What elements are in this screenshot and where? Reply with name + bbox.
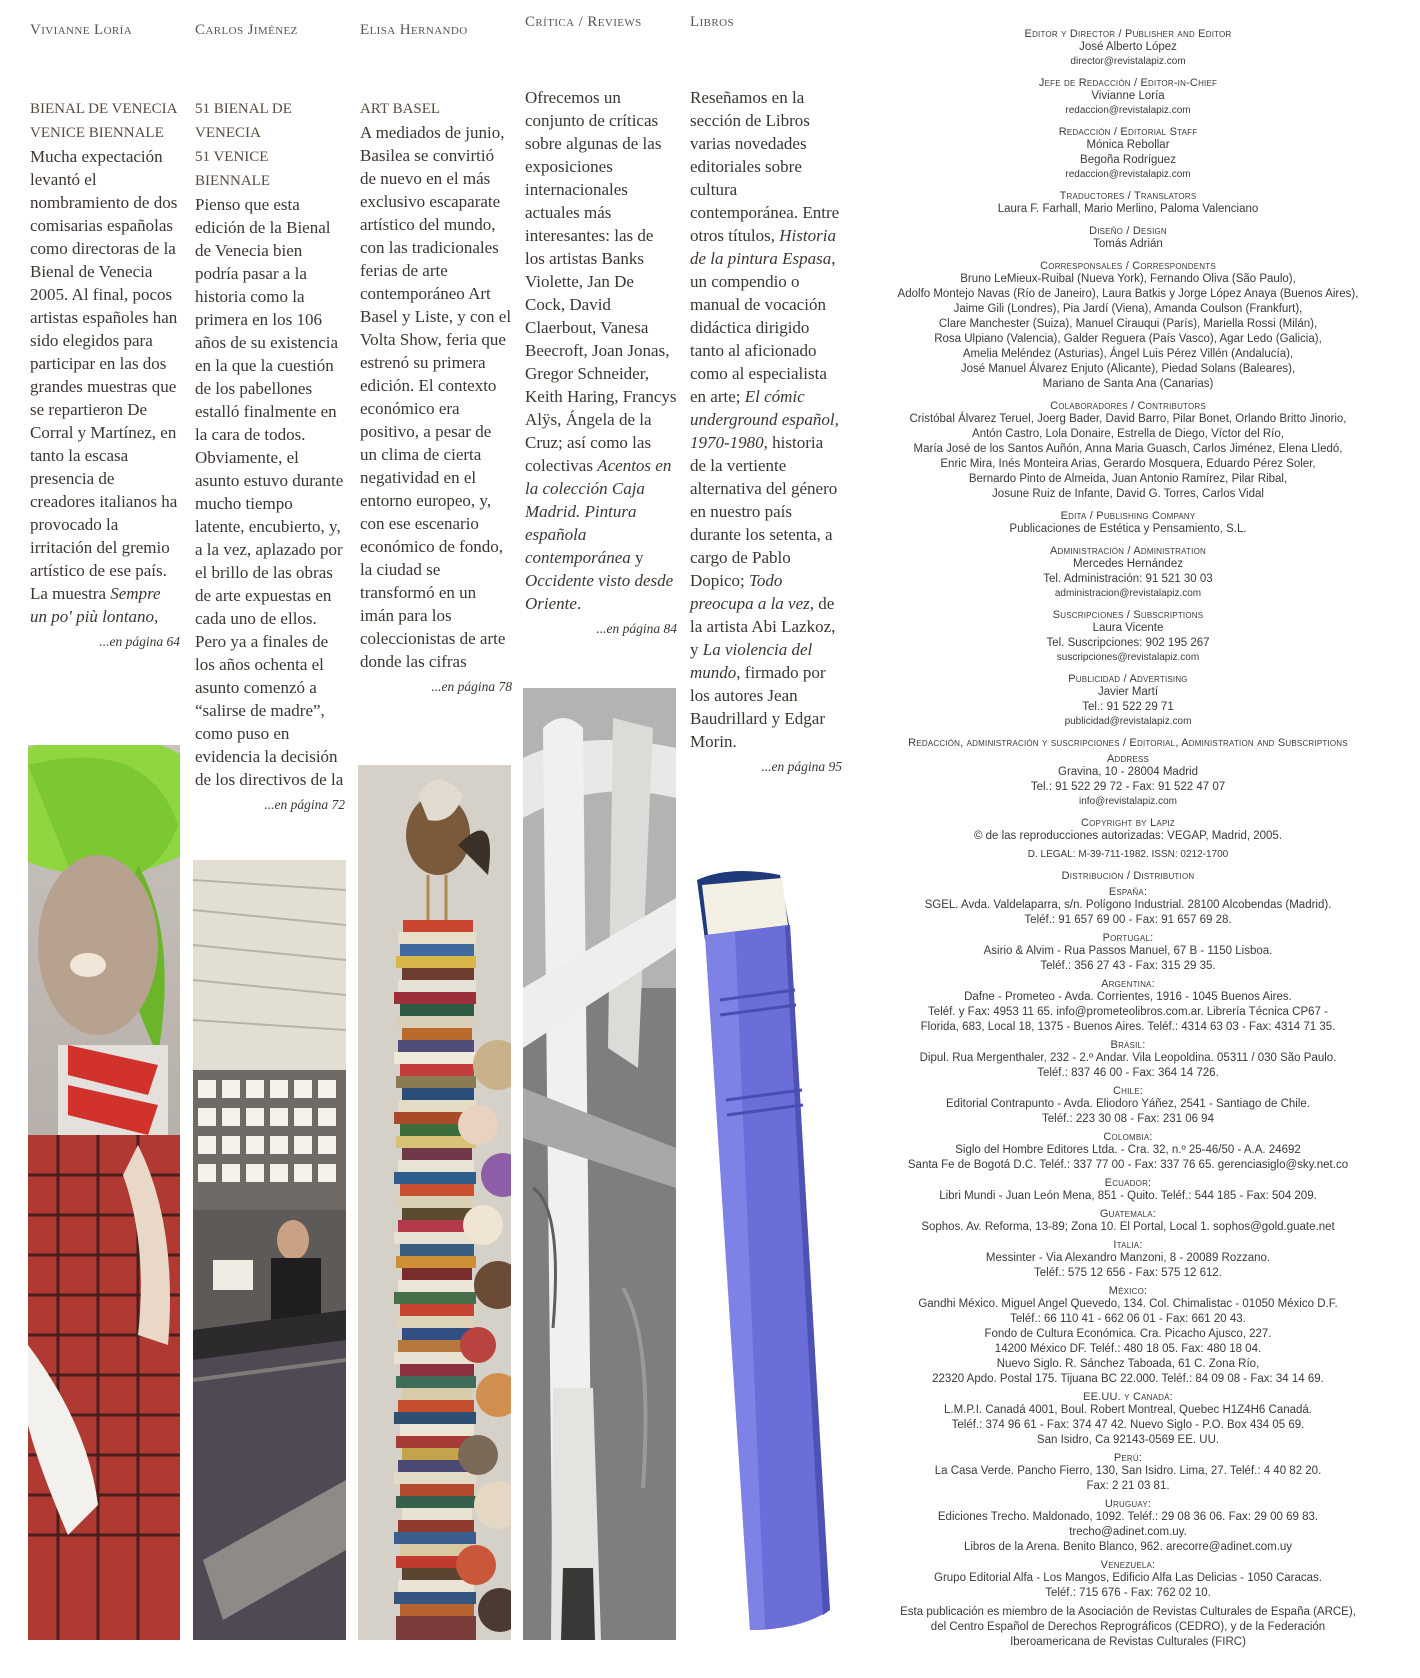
masthead-section: [878, 190, 1378, 217]
masthead-label: Distribución / Distribution: [1061, 870, 1195, 882]
masthead-line: Amelia Meléndez (Asturias), Ángel Luis Pérez Villén (Andalucía),: [962, 348, 1294, 360]
masthead-line: Jaime Gili (Londres), Pia Jardí (Viena), Amanda Coulson (Frankfurt),: [953, 303, 1303, 315]
masthead-line: Laura F. Farhall, Mario Merlino, Paloma Valenciano: [997, 203, 1259, 215]
masthead-line: Teléf.: 837 46 00 - Fax: 364 14 726.: [1037, 1067, 1219, 1079]
section-label: Libros: [690, 14, 734, 30]
masthead-section: [878, 260, 1378, 392]
masthead-line: Tel. Suscripciones: 902 195 267: [1046, 637, 1210, 649]
masthead-sublabel: Address: [1106, 753, 1150, 765]
masthead-label: Redacción / Editorial Staff: [1058, 126, 1198, 138]
masthead-line: Teléf.: 715 676 - Fax: 762 02 10.: [1045, 1587, 1211, 1599]
masthead-line: Libri Mundi - Juan León Mena, 851 - Quito. Teléf.: 544 185 - Fax: 504 209.: [939, 1190, 1317, 1202]
masthead-label: Argentina:: [1101, 978, 1155, 990]
masthead-line: Rosa Ulpiano (Valencia), Galder Reguera (País Vasco), Agar Ledo (Galicia),: [934, 333, 1322, 345]
masthead-line: María José de los Santos Auñón, Anna Maria Guasch, Carlos Jiménez, Elena Lledó,: [913, 443, 1343, 455]
masthead-label: Diseño / Design: [1089, 225, 1167, 237]
masthead-line: Teléf.: 223 30 08 - Fax: 231 06 94: [1042, 1113, 1214, 1125]
email-link[interactable]: suscripciones@revistalapiz.com: [1056, 652, 1200, 663]
section-subheading: 51 VENICE BIENNALE: [195, 149, 270, 189]
masthead-label: España:: [1108, 886, 1148, 898]
masthead-section: [878, 1601, 1378, 1650]
photo-books-rooster: [358, 765, 511, 1640]
masthead-line: Bernardo Pinto de Almeida, Juan Antonio Ramírez, Pilar Ribal,: [968, 473, 1288, 485]
photo-white-structure-image: [523, 688, 676, 1640]
photo-blue-book: [690, 870, 845, 1640]
photo-waiting-room: [193, 860, 346, 1640]
masthead-label: Corresponsales / Correspondents: [1040, 260, 1216, 272]
masthead-line: del Centro Español de Derechos Reprográficos (CEDRO), y de la Federación: [930, 1621, 1326, 1633]
masthead-line: Teléf.: 374 96 61 - Fax: 374 47 42. Nuevo Siglo - P.O. Box 434 05 69.: [951, 1419, 1305, 1431]
masthead-line: 22320 Apdo. Postal 175. Tijuana BC 22.000. Teléf.: 84 09 08 - Fax: 34 14 69.: [932, 1373, 1324, 1385]
masthead-line: Sophos. Av. Reforma, 13-89; Zona 10. El Portal, Local 1. sophos@gold.guate.net: [921, 1221, 1335, 1233]
masthead-line: Tel.: 91 522 29 71: [1082, 701, 1174, 713]
email-link[interactable]: director@revistalapiz.com: [1070, 56, 1186, 67]
masthead-label: México:: [1108, 1285, 1148, 1297]
email-link[interactable]: publicidad@revistalapiz.com: [1064, 716, 1192, 727]
masthead-line: Mónica Rebollar: [1086, 139, 1170, 151]
author-name: Elisa Hernando: [360, 22, 468, 38]
section-heading: BIENAL DE VENECIA: [30, 101, 178, 117]
masthead-line: SGEL. Avda. Valdelaparra, s/n. Polígono Industrial. 28100 Alcobendas (Madrid).: [924, 899, 1332, 911]
masthead-section: [878, 817, 1378, 862]
photo-books-rooster-image: [358, 765, 511, 1640]
masthead-line: Clare Manchester (Suiza), Manuel Cirauqui (París), Mariella Rossi (Milán),: [938, 318, 1318, 330]
masthead-section: [878, 225, 1378, 252]
masthead-label: Italia:: [1113, 1239, 1143, 1251]
article-summary: Mucha expectación levantó el nombramiento de dos comisarias españolas como directoras de la Bienal de Venecia 2005. Al final, pocos artistas españoles han sido elegidos para participar en las dos grandes muestras que se repartieron De Corral y Martínez, en tanto la escasa presencia de creadores italianos ha provocado la irritación del gremio artístico de ese país. La muestra Sempre un po' più lontano,: [30, 147, 178, 626]
masthead-section: [878, 673, 1378, 729]
masthead-section: [878, 1498, 1378, 1555]
masthead-line: Enric Mira, Inés Monteira Arias, Gerardo Mosquera, Eduardo Pérez Soler,: [940, 458, 1316, 470]
masthead-line: Gandhi México. Miguel Angel Quevedo, 134. Col. Chimalistac - 01050 México D.F.: [918, 1298, 1338, 1310]
masthead-section: [878, 545, 1378, 601]
masthead-label: Colombia:: [1103, 1131, 1153, 1143]
masthead-line: Florida, 683, Local 18, 1375 - Buenos Aires. Teléf.: 4314 63 03 - Fax: 4314 71 35.: [920, 1021, 1336, 1033]
masthead-label: Ecuador:: [1104, 1177, 1152, 1189]
email-link[interactable]: administracion@revistalapiz.com: [1054, 588, 1202, 599]
masthead-line: Esta publicación es miembro de la Asociación de Revistas Culturales de España (ARCE),: [900, 1606, 1356, 1618]
masthead-line: Teléf.: 356 27 43 - Fax: 315 29 35.: [1040, 960, 1216, 972]
masthead-section: [878, 870, 1378, 882]
masthead-label: Redacción, administración y suscripciones / Editorial, Administration and Subscriptions: [908, 737, 1348, 749]
masthead-line: Bruno LeMieux-Ruibal (Nueva York), Fernando Oliva (São Paulo),: [960, 273, 1296, 285]
masthead-section: [878, 1285, 1378, 1387]
masthead-line: Adolfo Montejo Navas (Río de Janeiro), Laura Batkis y Jorge López Anaya (Buenos Aires),: [897, 288, 1359, 300]
article-summary: Pienso que esta edición de la Bienal de Venecia bien podría pasar a la historia como la primera en los 106 años de su existencia en la que la cuestión de los pabellones estalló finalmente en la cara de todos. Obviamente, el asunto estuvo durante mucho tiempo latente, encubierto, y, a la vez, aplazado por el brillo de las obras de arte expuestas en cada uno de ellos. Pero ya a finales de los años ochenta el asunto comenzó a “salirse de madre”, como puso en evidencia la decisión de los directivos de la: [195, 195, 344, 789]
masthead-section: [878, 609, 1378, 665]
masthead-label: Copyright by Lapiz: [1080, 817, 1175, 829]
page-reference[interactable]: ...en página 84: [596, 621, 677, 636]
masthead-line: Josune Ruiz de Infante, David G. Torres, Carlos Vidal: [992, 488, 1264, 500]
photo-venice-figure: [28, 745, 180, 1640]
article-summary: Reseñamos en la sección de Libros varias novedades editoriales sobre cultura contemporánea. Entre otros títulos, Historia de la pintura Espasa, un compendio o manual de vocación didáctica dirigido tanto al aficionado como al especialista en arte; El cómic underground español, 1970-1980, historia de la vertiente alternativa del género en nuestro país durante los setenta, a cargo de Pablo Dopico; Todo preocupa a la vez, de la artista Abi Lazkoz, y La violencia del mundo, firmado por los autores Jean Baudrillard y Edgar Morin.: [690, 88, 840, 751]
page-reference[interactable]: ...en página 64: [99, 634, 180, 649]
masthead-line: Mariano de Santa Ana (Canarias): [1042, 378, 1214, 390]
masthead-section: [878, 978, 1378, 1035]
masthead-line: Asirio & Alvim - Rua Passos Manuel, 67 B - 1150 Lisboa.: [983, 945, 1273, 957]
author-name: Carlos Jiménez: [195, 22, 298, 38]
masthead-label: Colaboradores / Contributors: [1050, 400, 1206, 412]
masthead-line: L.M.P.I. Canadá 4001, Boul. Robert Montreal, Quebec H1Z4H6 Canadá.: [943, 1404, 1312, 1416]
masthead-section: [878, 1208, 1378, 1235]
photo-white-structure: [523, 688, 676, 1640]
email-link[interactable]: info@revistalapiz.com: [1079, 796, 1177, 807]
masthead-section: [878, 28, 1378, 69]
masthead-label: Suscripciones / Subscriptions: [1052, 609, 1204, 621]
masthead-label: Editor y Director / Publisher and Editor: [1024, 28, 1232, 40]
masthead-label: Portugal:: [1102, 932, 1154, 944]
masthead-label: Guatemala:: [1099, 1208, 1157, 1220]
masthead-line: José Manuel Álvarez Enjuto (Alicante), Piedad Solans (Baleares),: [960, 363, 1296, 375]
masthead-label: Edita / Publishing Company: [1060, 510, 1196, 522]
masthead-line: San Isidro, Ca 92143-0569 EE. UU.: [1036, 1434, 1220, 1446]
masthead-label: Brasil:: [1110, 1039, 1146, 1051]
masthead-label: Chile:: [1113, 1085, 1143, 1097]
masthead: [878, 20, 1378, 1650]
masthead-line: Laura Vicente: [1092, 622, 1164, 634]
masthead-section: [878, 932, 1378, 974]
masthead-label: Traductores / Translators: [1059, 190, 1197, 202]
masthead-label: Jefe de Redacción / Editor-in-Chief: [1038, 77, 1218, 89]
masthead-label: Perú:: [1113, 1452, 1143, 1464]
photo-venice-figure-image: [28, 745, 180, 1640]
masthead-line: Teléf. y Fax: 4953 11 65. info@prometeolibros.com.ar. Librería Técnica CP67 -: [928, 1006, 1328, 1018]
masthead-line: Teléf.: 91 657 69 00 - Fax: 91 657 69 28.: [1024, 914, 1232, 926]
masthead-line: Libros de la Arena. Benito Blanco, 962. arecorre@adinet.com.uy: [963, 1541, 1293, 1553]
masthead-line: Antón Castro, Lola Donaire, Estrella de Diego, Víctor del Río,: [972, 428, 1284, 440]
masthead-label: Uruguay:: [1104, 1498, 1152, 1510]
masthead-section: [878, 1559, 1378, 1601]
masthead-section: [878, 1131, 1378, 1173]
masthead-line: Ediciones Trecho. Maldonado, 1092. Teléf.: 29 08 36 06. Fax: 29 00 69 83. trecho@adinet.com.uy.: [937, 1511, 1319, 1538]
masthead-line: Tel.: 91 522 29 72 - Fax: 91 522 47 07: [1030, 781, 1226, 793]
page-reference[interactable]: ...en página 95: [761, 759, 842, 774]
masthead-section: [878, 1391, 1378, 1448]
masthead-label: Publicidad / Advertising: [1068, 673, 1188, 685]
masthead-line: © de las reproducciones autorizadas: VEGAP, Madrid, 2005.: [973, 830, 1283, 842]
masthead-line: Tomás Adrián: [1093, 238, 1163, 250]
section-heading: ART BASEL: [360, 101, 441, 117]
masthead-label: Administración / Administration: [1050, 545, 1206, 557]
section-label: Crítica / Reviews: [525, 14, 642, 30]
masthead-line: La Casa Verde. Pancho Fierro, 130, San Isidro. Lima, 27. Teléf.: 4 40 82 20.: [934, 1465, 1322, 1477]
masthead-line: José Alberto López: [1079, 41, 1177, 53]
article-summary: Ofrecemos un conjunto de críticas sobre algunas de las exposiciones internacionales actuales más interesantes: las de los artistas Banks Violette, Jan De Cock, David Claerbout, Vanesa Beecroft, Joan Jonas, Gregor Schneider, Keith Haring, Francys Alÿs, Ángela de la Cruz; así como las colectivas Acentos en la colección Caja Madrid. Pintura española contemporánea y Occidente visto desde Oriente.: [525, 88, 677, 613]
masthead-label: EE.UU. y Canadá:: [1083, 1391, 1173, 1403]
masthead-line: Vivianne Loría: [1091, 90, 1165, 102]
masthead-section: [878, 886, 1378, 928]
section-subheading: VENICE BIENNALE: [30, 125, 164, 141]
masthead-line: Dafne - Prometeo - Avda. Corrientes, 1916 - 1045 Buenos Aires.: [964, 991, 1292, 1003]
masthead-section: [878, 400, 1378, 502]
page-reference[interactable]: ...en página 72: [264, 797, 345, 812]
email-link[interactable]: redaccion@revistalapiz.com: [1065, 169, 1191, 180]
masthead-line: Mercedes Hernández: [1073, 558, 1183, 570]
masthead-section: [878, 126, 1378, 182]
masthead-line: Begoña Rodríguez: [1080, 154, 1176, 166]
legal-info: D. LEGAL: M-39-711-1982. ISSN: 0212-1700: [1027, 849, 1229, 860]
masthead-label: Venezuela:: [1100, 1559, 1156, 1571]
author-name: Vivianne Loría: [30, 22, 133, 38]
masthead-line: Fondo de Cultura Económica. Cra. Picacho Ajusco, 227.: [984, 1328, 1272, 1340]
masthead-line: Siglo del Hombre Editores Ltda. - Cra. 32, n.º 25-46/50 - A.A. 24692: [955, 1144, 1301, 1156]
masthead-line: Tel. Administración: 91 521 30 03: [1043, 573, 1213, 585]
email-link[interactable]: redaccion@revistalapiz.com: [1065, 105, 1191, 116]
masthead-line: 14200 México DF. Teléf.: 480 18 05. Fax: 480 18 04.: [994, 1343, 1262, 1355]
masthead-section: [878, 1085, 1378, 1127]
page-reference[interactable]: ...en página 78: [431, 679, 512, 694]
masthead-section: [878, 510, 1378, 537]
masthead-section: [878, 737, 1378, 809]
article-summary: A mediados de junio, Basilea se convirtió de nuevo en el más exclusivo escaparate artístico del mundo, con las tradicionales ferias de arte contemporáneo Art Basel y Liste, y con el Volta Show, feria que estrenó su primera edición. El contexto económico era positivo, a pesar de un clima de cierta negatividad en el entorno europeo, y, con ese escenario económico de fondo, la ciudad se transformó en un imán para los coleccionistas de arte donde las cifras: [360, 123, 512, 671]
photo-waiting-room-image: [193, 860, 346, 1640]
masthead-line: Dipul. Rua Mergenthaler, 232 - 2.º Andar. Vila Leopoldina. 05311 / 030 São Paulo.: [919, 1052, 1337, 1064]
masthead-line: Javier Martí: [1097, 686, 1159, 698]
masthead-section: [878, 1452, 1378, 1494]
masthead-line: Teléf.: 66 110 41 - 662 06 01 - Fax: 661 20 43.: [1010, 1313, 1246, 1325]
masthead-section: [878, 1177, 1378, 1204]
photo-blue-book-image: [690, 870, 845, 1640]
masthead-line: Grupo Editorial Alfa - Los Mangos, Edificio Alfa Las Delicias - 1050 Caracas.: [934, 1572, 1322, 1584]
masthead-section: [878, 77, 1378, 118]
masthead-line: Fax: 2 21 03 81.: [1086, 1480, 1170, 1492]
masthead-section: [878, 1039, 1378, 1081]
masthead-section: [878, 1239, 1378, 1281]
masthead-line: Cristóbal Álvarez Teruel, Joerg Bader, David Barro, Pilar Bonet, Orlando Britto Jinorio,: [909, 413, 1347, 425]
masthead-line: Gravina, 10 - 28004 Madrid: [1058, 766, 1198, 778]
masthead-line: Messinter - Via Alexandro Manzoni, 8 - 20089 Rozzano.: [985, 1252, 1271, 1264]
masthead-line: Publicaciones de Estética y Pensamiento, S.L.: [1009, 523, 1247, 535]
masthead-line: Santa Fe de Bogotá D.C. Teléf.: 337 77 00 - Fax: 337 76 65. gerenciasiglo@sky.net.co: [907, 1159, 1349, 1171]
masthead-line: Iberoamericana de Revistas Culturales (FIRC): [1010, 1636, 1246, 1648]
masthead-line: Editorial Contrapunto - Avda. Eliodoro Yáñez, 2541 - Santiago de Chile.: [946, 1098, 1310, 1110]
section-heading: 51 BIENAL DE VENECIA: [195, 101, 292, 141]
masthead-line: Teléf.: 575 12 656 - Fax: 575 12 612.: [1034, 1267, 1222, 1279]
masthead-line: Nuevo Siglo. R. Sánchez Taboada, 61 C. Zona Río,: [996, 1358, 1260, 1370]
